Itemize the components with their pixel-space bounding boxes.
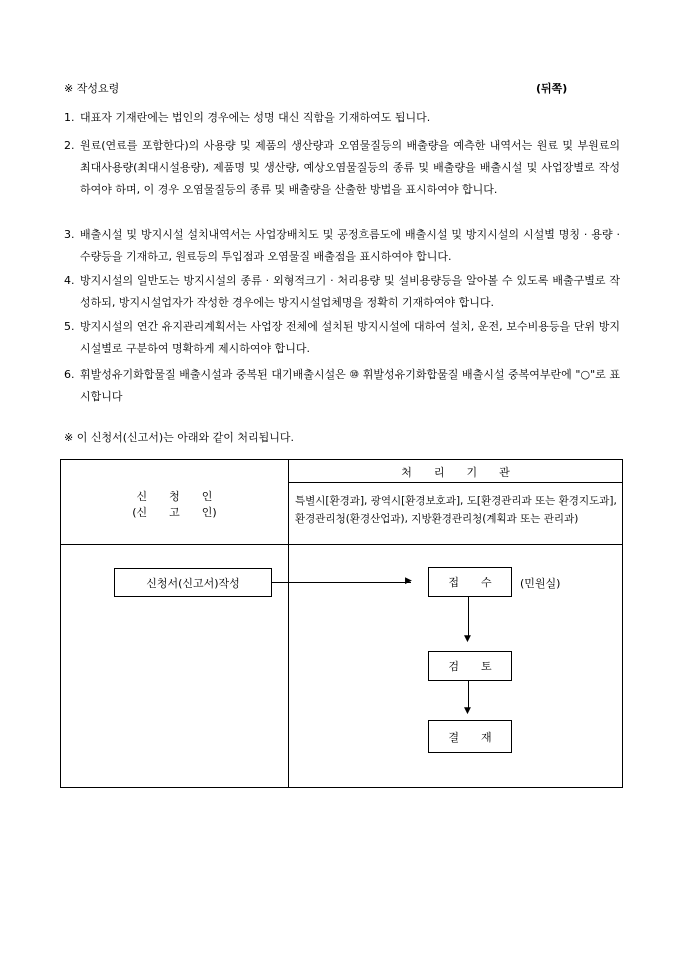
item-number: 3. [64, 228, 75, 241]
row-divider [61, 544, 622, 545]
item-number: 6. [64, 368, 75, 381]
step-receive-box: 접 수 [428, 567, 512, 597]
instruction-item [64, 364, 620, 408]
applicant-line: (신 고 인) [132, 506, 217, 519]
instruction-item [64, 270, 620, 314]
item-number: 2. [64, 139, 75, 152]
step-write-box: 신청서(신고서)작성 [114, 568, 272, 597]
side-label: (뒤쪽) [536, 82, 568, 95]
column-divider [288, 460, 289, 787]
item-text: 방지시설의 일반도는 방지시설의 종류 · 외형적크기 · 처리용량 및 설비용량등을 알아볼 수 있도록 배출구별로 작성하되, 방지시설업자가 작성한 경우에는 방지시설업체명을 정확히 기재하여야 합니다. [80, 274, 620, 309]
item-text: 대표자 기재란에는 법인의 경우에는 성명 대신 직함을 기재하여도 됩니다. [80, 111, 431, 124]
arrow-right-icon: ▶ [405, 576, 412, 586]
arrow-down-icon: ▼ [464, 634, 471, 644]
arrow-line [468, 596, 469, 638]
step-review-box: 검 토 [428, 651, 512, 681]
instruction-item [64, 107, 620, 129]
item-number: 4. [64, 274, 75, 287]
header-divider [288, 482, 622, 483]
arrow-line [271, 582, 411, 583]
step-approve-box: 결 재 [428, 720, 512, 753]
item-text: 배출시설 및 방지시설 설치내역서는 사업장배치도 및 공정흐름도에 배출시설 및 방지시설의 시설별 명칭 · 용량 · 수량등을 기재하고, 원료등의 투입점과 오염물질 배출점을 표시하여야 합니다. [80, 228, 620, 263]
process-table [60, 459, 623, 788]
receive-note: (민원실) [520, 577, 561, 590]
agency-description: 특별시[환경과], 광역시[환경보호과], 도[환경관리과 또는 환경지도과], 환경관리청(환경산업과), 지방환경관리청(계획과 또는 관리과) [295, 495, 617, 525]
item-text: 방지시설의 연간 유지관리계획서는 사업장 전체에 설치된 방지시설에 대하여 설치, 운전, 보수비용등을 단위 방지시설별로 구분하여 명확하게 제시하여야 합니다. [80, 320, 620, 355]
agency-header: 처 리 기 관 [401, 466, 510, 479]
process-note: ※ 이 신청서(신고서)는 아래와 같이 처리됩니다. [64, 431, 295, 444]
item-text: 휘발성유기화합물질 배출시설과 중복된 대기배출시설은 ⑩ 휘발성유기화합물질 배출시설 중복여부란에 "○"로 표시합니다 [80, 368, 620, 403]
item-number: 1. [64, 111, 75, 124]
instruction-item [64, 316, 620, 360]
item-text: 원료(연료를 포함한다)의 사용량 및 제품의 생산량과 오염물질등의 배출량을 예측한 내역서는 원료 및 부원료의 최대사용량(최대시설용량), 제품명 및 생산량, 예상오염물질등의 종류 및 배출량을 배출시설 및 사업장별로 작성하여야 하며, 이 경우 오염물질등의 종류 및 배출량을 산출한 방법을 표시하여야 합니다. [80, 139, 620, 196]
arrow-down-icon: ▼ [464, 706, 471, 716]
applicant-label [61, 489, 288, 521]
instruction-item [64, 224, 620, 268]
instruction-item [64, 135, 620, 201]
applicant-line: 신 청 인 [136, 490, 213, 503]
item-number: 5. [64, 320, 75, 333]
heading: ※ 작성요령 [64, 82, 120, 95]
